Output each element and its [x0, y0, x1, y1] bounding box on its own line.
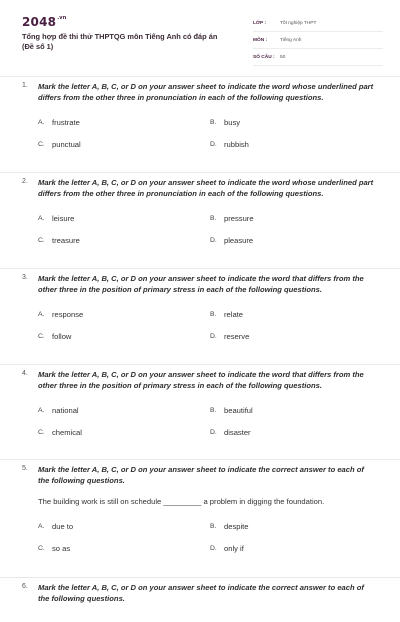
- question-3: [0, 268, 400, 364]
- option-c[interactable]: [38, 537, 210, 559]
- meta-value: Tiếng Anh: [280, 37, 302, 43]
- option-d[interactable]: [210, 421, 380, 443]
- option-text: follow: [52, 331, 72, 341]
- option-text: pressure: [224, 213, 254, 223]
- option-letter: B.: [210, 522, 217, 530]
- answer-options: [38, 515, 374, 559]
- option-text: despite: [224, 521, 249, 531]
- option-c[interactable]: [38, 229, 210, 251]
- question-prompt: Mark the letter A, B, C, or D on your answer sheet to indicate the word that differs from the other three in the position of primary stress in each of the following questions.: [38, 274, 364, 294]
- option-b[interactable]: [210, 303, 380, 325]
- option-text: treasure: [52, 235, 80, 245]
- option-a[interactable]: [38, 207, 210, 229]
- meta-row-class: [253, 15, 383, 32]
- answer-options: [38, 303, 374, 347]
- question-4: [0, 364, 400, 459]
- document-title-line1: Tổng hợp đề thi thử THPTQG môn Tiếng Anh có đáp án: [22, 32, 218, 41]
- option-text: rubbish: [224, 139, 249, 149]
- document-title-line2: (Đề số 1): [22, 42, 54, 51]
- option-text: pleasure: [224, 235, 254, 245]
- meta-key: SỐ CÂU :: [253, 54, 275, 60]
- question-1: [0, 76, 400, 172]
- question-number: 4.: [22, 370, 28, 377]
- option-text: response: [52, 309, 84, 319]
- option-text: busy: [224, 117, 241, 127]
- document-title: [22, 32, 242, 52]
- option-letter: B.: [210, 118, 217, 126]
- site-logo[interactable]: [22, 15, 67, 29]
- option-letter: D.: [210, 544, 217, 552]
- question-prompt: Mark the letter A, B, C, or D on your answer sheet to indicate the word whose underlined part differs from the other three in pronunciation in each of the following questions.: [38, 178, 374, 198]
- meta-value: 50: [280, 54, 286, 60]
- option-c[interactable]: [38, 421, 210, 443]
- meta-row-subject: [253, 32, 383, 49]
- option-letter: A.: [38, 310, 45, 318]
- option-letter: D.: [210, 236, 217, 244]
- option-b[interactable]: [210, 399, 380, 421]
- meta-row-question-count: [253, 49, 383, 66]
- option-text: so as: [52, 543, 71, 553]
- meta-key: LỚP :: [253, 20, 267, 26]
- option-b[interactable]: [210, 111, 380, 133]
- document-meta: [253, 15, 383, 66]
- answer-options: [38, 399, 374, 443]
- question-prompt: Mark the letter A, B, C, or D on your answer sheet to indicate the correct answer to each of the following questions.: [38, 583, 364, 603]
- option-letter: A.: [38, 214, 45, 222]
- option-letter: A.: [38, 522, 45, 530]
- option-text: reserve: [224, 331, 250, 341]
- option-letter: C.: [38, 140, 45, 148]
- option-a[interactable]: [38, 399, 210, 421]
- meta-value: Tốt nghiệp THPT: [280, 20, 317, 26]
- question-prompt: Mark the letter A, B, C, or D on your answer sheet to indicate the word whose underlined part differs from the other three in pronunciation in each of the following questions.: [38, 82, 374, 102]
- option-letter: D.: [210, 140, 217, 148]
- meta-key: MÔN :: [253, 37, 268, 43]
- option-text: due to: [52, 521, 74, 531]
- option-a[interactable]: [38, 515, 210, 537]
- option-text: beautiful: [224, 405, 253, 415]
- option-letter: B.: [210, 406, 217, 414]
- option-a[interactable]: [38, 111, 210, 133]
- page-header: [0, 0, 400, 68]
- option-text: only if: [224, 543, 244, 553]
- question-number: 5.: [22, 465, 28, 472]
- answer-options: [38, 207, 374, 251]
- logo-text: 2048: [22, 15, 57, 29]
- option-text: disaster: [224, 427, 251, 437]
- option-d[interactable]: [210, 229, 380, 251]
- answer-options: [38, 111, 374, 155]
- question-2: [0, 172, 400, 268]
- option-letter: C.: [38, 332, 45, 340]
- option-letter: D.: [210, 428, 217, 436]
- option-letter: C.: [38, 428, 45, 436]
- question-prompt: Mark the letter A, B, C, or D on your answer sheet to indicate the word that differs from the other three in the position of primary stress in each of the following questions.: [38, 370, 364, 390]
- option-letter: C.: [38, 544, 45, 552]
- option-text: punctual: [52, 139, 81, 149]
- question-number: 2.: [22, 178, 28, 185]
- option-b[interactable]: [210, 515, 380, 537]
- option-letter: C.: [38, 236, 45, 244]
- question-number: 3.: [22, 274, 28, 281]
- option-text: chemical: [52, 427, 82, 437]
- option-c[interactable]: [38, 133, 210, 155]
- question-5: [0, 459, 400, 577]
- question-number: 6.: [22, 583, 28, 590]
- option-text: national: [52, 405, 79, 415]
- option-text: leisure: [52, 213, 75, 223]
- question-prompt: Mark the letter A, B, C, or D on your answer sheet to indicate the correct answer to each of the following questions.: [38, 465, 364, 485]
- logo-suffix: .vn: [57, 15, 67, 21]
- option-letter: A.: [38, 406, 45, 414]
- option-text: relate: [224, 309, 243, 319]
- option-c[interactable]: [38, 325, 210, 347]
- option-text: frustrate: [52, 117, 80, 127]
- option-a[interactable]: [38, 303, 210, 325]
- option-letter: A.: [38, 118, 45, 126]
- option-letter: B.: [210, 310, 217, 318]
- option-b[interactable]: [210, 207, 380, 229]
- option-letter: B.: [210, 214, 217, 222]
- question-stem: The building work is still on schedule _________ a problem in digging the foundation.: [38, 497, 325, 506]
- option-d[interactable]: [210, 133, 380, 155]
- option-d[interactable]: [210, 537, 380, 559]
- question-list: [0, 76, 400, 622]
- option-letter: D.: [210, 332, 217, 340]
- question-number: 1.: [22, 82, 28, 89]
- option-d[interactable]: [210, 325, 380, 347]
